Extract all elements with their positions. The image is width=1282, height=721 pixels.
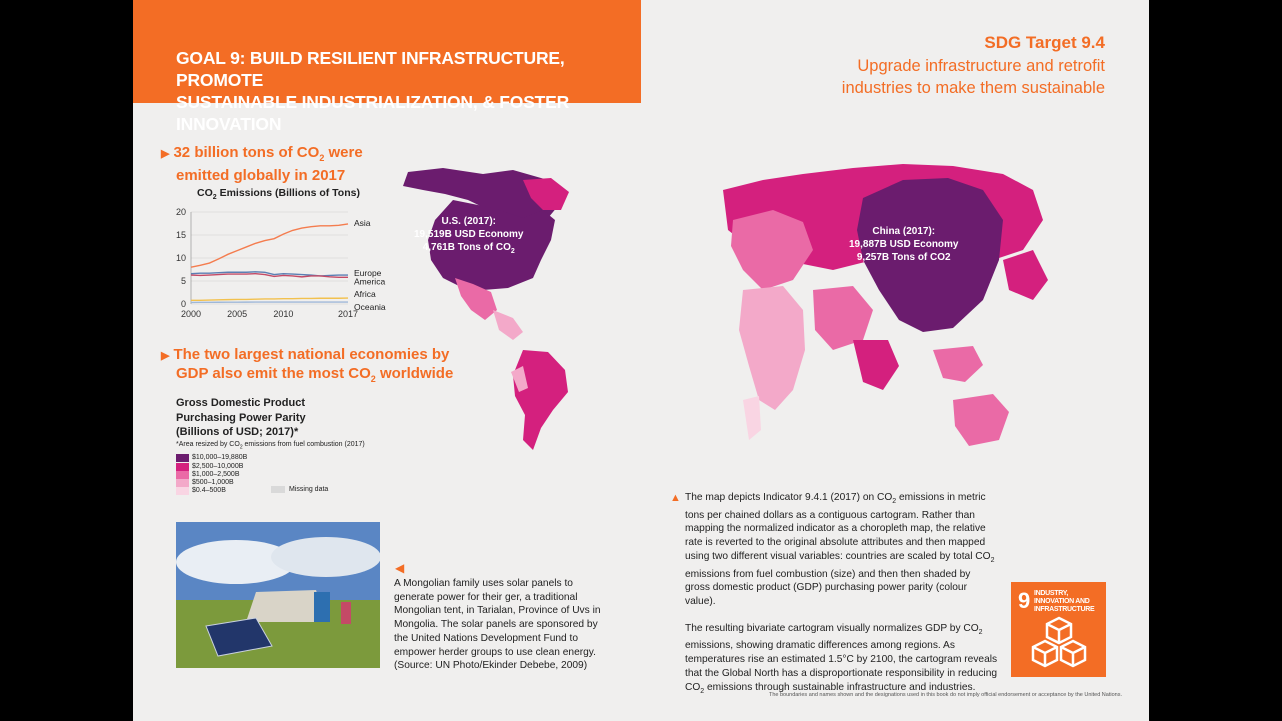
photo-door (314, 592, 330, 622)
desc-p2-b: emissions, showing dramatic differences among regions. As temperatures rise an estimated 1.5°C by 2100, the cartogram reveals that the Global North has a disproportionate responsibility in reducing CO (685, 640, 998, 693)
chart-title-post: Emissions (Billions of Tons) (216, 187, 360, 199)
chart-title-text: CO (197, 187, 213, 199)
legend-label: $0.4–500B (192, 487, 226, 494)
y-tick-label: 10 (175, 253, 186, 263)
desc-p1-b: emissions in metric tons per chained dollars as a contiguous cartogram. Rather than mapping the normalized indicator as a choropleth map, the relative rate is reverted to the original absolute attributes and then mapped using two different visual variables: countries are scaled by total CO (685, 492, 991, 562)
desc-sub: 2 (700, 687, 705, 695)
triangle-left-icon: ◀ (395, 561, 405, 575)
callout2-text: GDP also emit the most CO (176, 365, 371, 382)
desc-p2-c: emissions through sustainable infrastructure and industries. (704, 681, 976, 693)
map-description (685, 491, 998, 711)
callout-emissions (161, 144, 363, 185)
australia (953, 394, 1009, 446)
callout1-sub: 2 (319, 153, 325, 163)
legend-label: $2,500–10,000B (192, 463, 244, 470)
legend-swatch (176, 454, 189, 462)
photo-illustration (176, 522, 380, 668)
legend-label: $500–1,000B (192, 479, 234, 486)
x-tick-label: 2010 (273, 309, 294, 319)
china-label-line3: 9,257B Tons of CO2 (856, 252, 951, 263)
china-label-line1: China (2017): (872, 226, 936, 237)
callout2-line1: The two largest national economies by (173, 346, 450, 363)
sdg9-icon (1011, 582, 1106, 677)
us-label-line2: 19,519B USD Economy (414, 229, 524, 240)
southern-africa (743, 396, 761, 440)
goal-banner (133, 0, 641, 134)
central-america (493, 310, 523, 340)
gdp-title-line3: (Billions of USD; 2017)* (176, 426, 299, 438)
series-label-europe: Europe (354, 268, 382, 279)
legend-label: $10,000–19,880B (192, 454, 248, 461)
triangle-right-icon: ▶ (161, 350, 170, 362)
desc-p2 (685, 622, 998, 699)
gdp-title-line1: Gross Domestic Product (176, 397, 305, 409)
photo-child (341, 602, 351, 624)
desc-p1 (685, 491, 998, 609)
series-label-oceania: Oceania (354, 302, 386, 313)
callout1-post: were (324, 144, 363, 161)
cubes-icon (1031, 616, 1087, 668)
us-label-line1: U.S. (2017): (441, 216, 496, 227)
photo-cloud (271, 537, 380, 577)
us-label-sub: 2 (510, 248, 515, 255)
gdp-title-line2: Purchasing Power Parity (176, 411, 306, 424)
callout1-text: 32 billion tons of CO (173, 144, 320, 161)
y-tick-label: 20 (175, 207, 186, 217)
southeast-asia (933, 346, 983, 382)
triangle-right-icon: ▶ (161, 148, 170, 160)
goal-title-line2: SUSTAINABLE INDUSTRIALIZATION, & FOSTER INNOVATION (176, 92, 570, 134)
us-label-line3: 4,761B Tons of CO (422, 242, 511, 253)
us-label (414, 215, 524, 258)
goal-title (176, 47, 636, 135)
callout2-post: worldwide (375, 365, 454, 382)
desc-sub: 2 (892, 498, 897, 506)
y-tick-label: 5 (180, 276, 186, 286)
india (853, 340, 899, 390)
gdp-note-post: emissions from fuel combustion (2017) (242, 441, 365, 448)
mongolia-photo (176, 522, 380, 668)
desc-sub: 2 (990, 556, 995, 564)
gdp-note-sub: 2 (239, 444, 243, 451)
desc-p1-a: The map depicts Indicator 9.4.1 (2017) on CO (685, 492, 893, 503)
sdg-target-title: SDG Target 9.4 (984, 33, 1105, 52)
series-label-asia: Asia (354, 217, 371, 228)
series-label-america: America (354, 276, 386, 287)
gdp-note (176, 441, 365, 450)
sdg-target (842, 33, 1105, 99)
callout2-sub: 2 (370, 374, 376, 384)
photo-caption: A Mongolian family uses solar panels to generate power for their ger, a traditional Mongolian tent, in Tarialan, Province of Uvs in Mongolia. The solar panels are sponsored by the United Nations Development Fund to empower herder groups to use clean energy. (Source: UN Photo/Ekinder Debebe, 2009) (394, 578, 601, 672)
south-america (513, 350, 568, 450)
japan-korea (1003, 250, 1048, 300)
triangle-up-icon: ▲ (670, 492, 681, 504)
y-tick-label: 15 (175, 230, 186, 240)
sdg-target-line1: Upgrade infrastructure and retrofit (857, 57, 1105, 75)
sdg-icon-number: 9 (1018, 588, 1031, 613)
sdg-target-text (842, 55, 1105, 99)
europe (731, 210, 813, 290)
desc-sub: 2 (978, 628, 983, 636)
legend-swatch (176, 487, 189, 495)
sdg-icon-label: INDUSTRY, INNOVATION AND INFRASTRUCTURE (1034, 590, 1095, 613)
cartogram-eurasia (703, 150, 1073, 470)
series-line-asia (191, 224, 348, 267)
legend-item (176, 453, 247, 462)
y-tick-label: 0 (180, 299, 186, 309)
legend-item (176, 486, 226, 495)
infographic-page (133, 0, 1149, 721)
legend-swatch-missing (271, 486, 285, 493)
africa (739, 286, 805, 410)
legend-missing-label: Missing data (289, 486, 329, 493)
series-label-africa: Africa (354, 289, 376, 300)
china-label (849, 225, 959, 264)
desc-p1-c: emissions from fuel combustion (size) and then then shaded by gross domestic product (GDP) purchasing power parity (colour value). (685, 568, 971, 607)
legend-label: $1,000–2,500B (192, 471, 240, 478)
legend-missing (271, 486, 328, 493)
series-line-africa (191, 298, 348, 300)
china-label-line2: 19,887B USD Economy (849, 239, 959, 250)
x-tick-label: 2017 (337, 309, 359, 319)
callout1-line2: emitted globally in 2017 (176, 167, 346, 184)
disclaimer: The boundaries and names shown and the designations used in this book do not imply official endorsement or acceptance by the United Nations. (768, 692, 1122, 698)
x-tick-label: 2005 (227, 309, 248, 319)
gdp-note-text: *Area resized by CO (176, 441, 240, 448)
sdg-target-line2: industries to make them sustainable (841, 79, 1105, 97)
gdp-legend-title (176, 396, 306, 440)
chart-title-sub: 2 (212, 194, 217, 202)
desc-p2-a: The resulting bivariate cartogram visually normalizes GDP by CO (685, 622, 979, 634)
x-tick-label: 2000 (180, 309, 202, 319)
goal-title-line1: GOAL 9: BUILD RESILIENT INFRASTRUCTURE, PROMOTE (176, 48, 565, 90)
